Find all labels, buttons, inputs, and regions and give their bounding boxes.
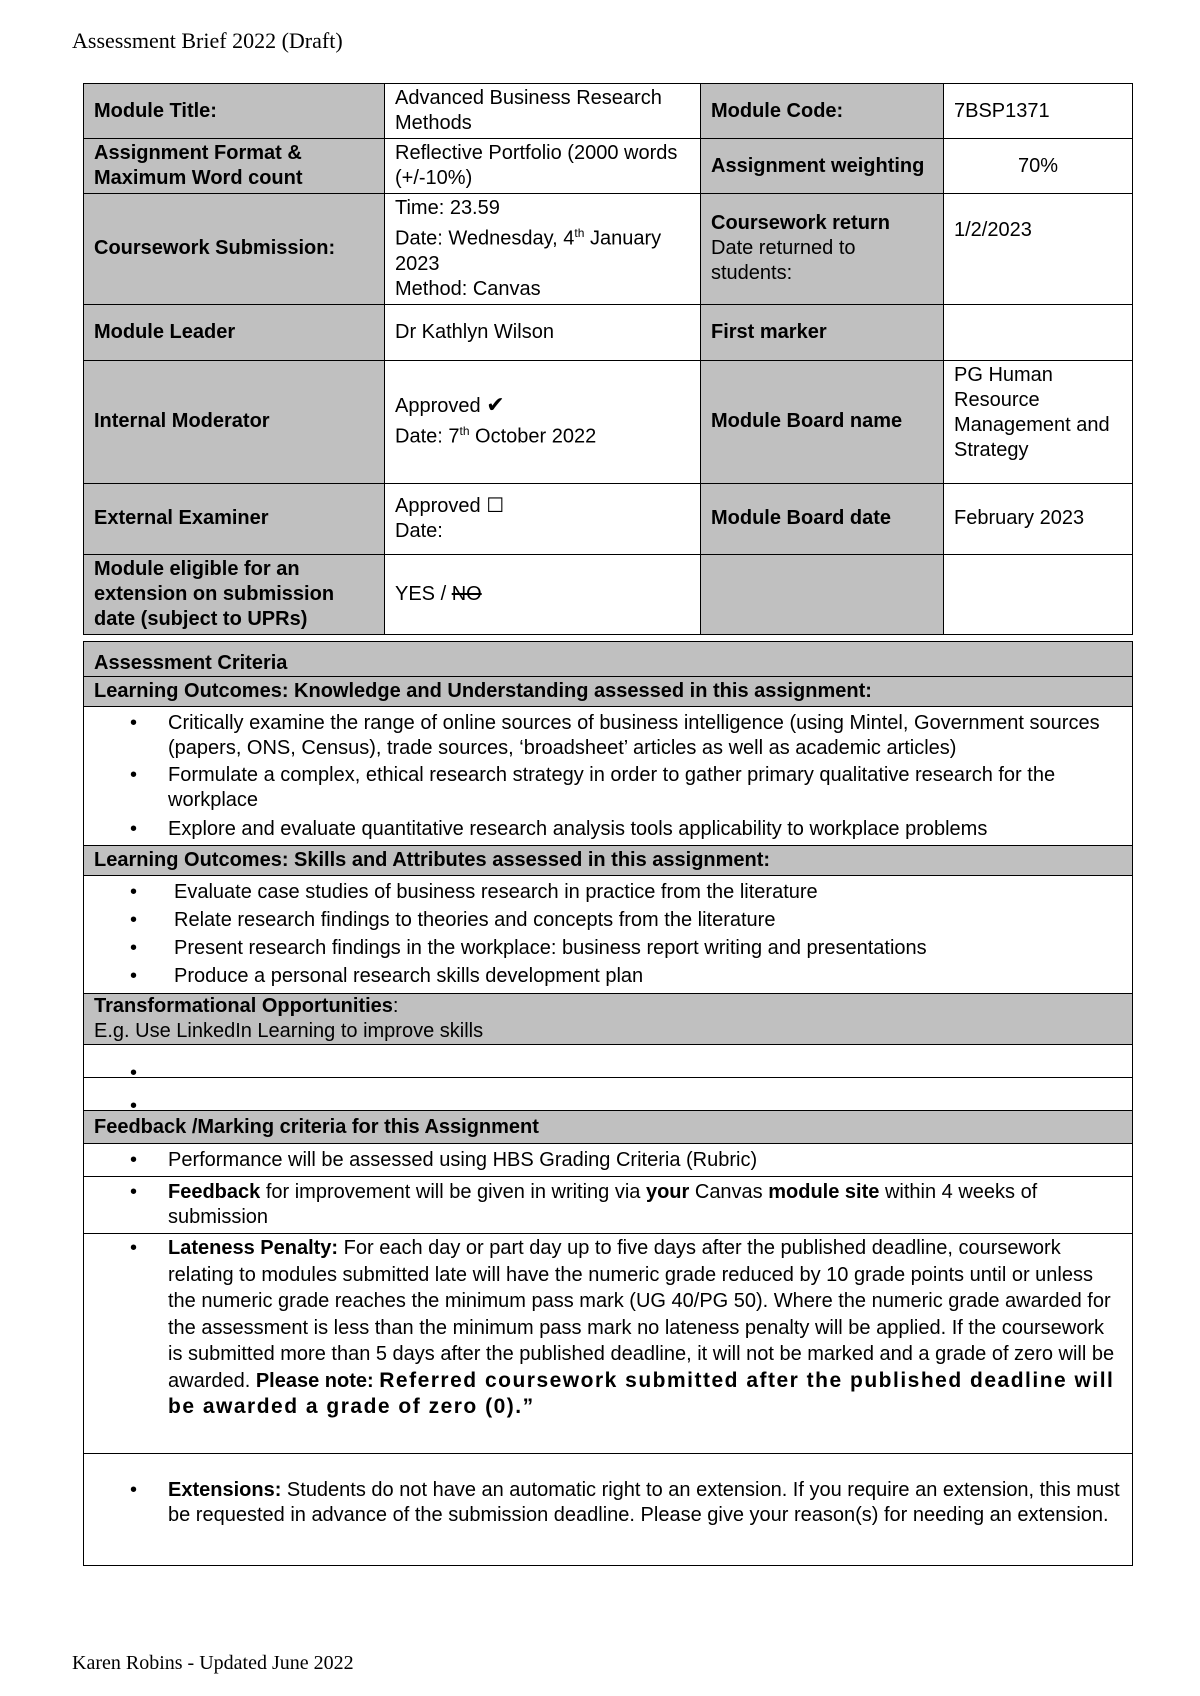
feedback-item-2: • Feedback for improvement will be given in writing via your Canvas module site within 4 weeks of submission	[94, 1180, 1122, 1230]
empty-cell	[944, 554, 1133, 634]
module-info-table	[83, 83, 1133, 635]
board-date-label: Module Board date	[701, 483, 944, 554]
knowledge-list	[94, 711, 1122, 842]
row-examiner	[84, 483, 1133, 554]
row-submission	[84, 194, 1133, 305]
empty-bullet-cell	[84, 1045, 1133, 1078]
list-item: • Formulate a complex, ethical research strategy in order to gather primary qualitative research for the workplace	[94, 763, 1122, 813]
submission-method: Method: Canvas	[395, 277, 541, 300]
row-moderator	[84, 360, 1133, 483]
moderator-label: Internal Moderator	[84, 360, 385, 483]
return-label: Coursework return	[711, 212, 890, 235]
knowledge-heading: Learning Outcomes: Knowledge and Understanding assessed in this assignment:	[84, 677, 1133, 707]
skills-list	[94, 880, 1122, 989]
moderator-details	[385, 360, 701, 483]
checkbox-icon: ☐	[486, 493, 505, 518]
coursework-return-cell	[701, 194, 944, 305]
assessment-criteria-title: Assessment Criteria	[84, 642, 1133, 677]
lateness-penalty: • Lateness Penalty: For each day or part day up to five days after the published deadline, coursework relating to modules submitted late will have the numeric grade reduced by 10 grade points until or unless the numeric grade reaches the minimum pass mark (UG 40/PG 50). Where the numeric grade awarded for the assessment is less than the minimum pass mark no lateness penalty will be applied. If the coursework is submitted more than 5 days after the published deadline, it will not be marked and a grade of zero will be awarded. Please note: Referred coursework submitted after the published deadline will be awarded a grade of zero (0).”	[94, 1235, 1122, 1421]
module-title-label: Module Title:	[84, 84, 385, 139]
transformational-heading: Transformational Opportunities	[94, 995, 393, 1017]
board-date-value: February 2023	[944, 483, 1133, 554]
first-marker-value	[944, 304, 1133, 360]
list-item: • Critically examine the range of online sources of business intelligence (using Mintel, Government sources (papers, ONS, Census), trade sources, ‘broadsheet’ articles as well as academic articles)	[94, 711, 1122, 761]
submission-date: Date: Wednesday, 4th January 2023	[395, 226, 662, 275]
examiner-details	[385, 483, 701, 554]
format-value: Reflective Portfolio (2000 words (+/-10%)	[385, 139, 701, 194]
lateness-label: Lateness Penalty:	[168, 1237, 339, 1259]
assessment-criteria-table	[83, 641, 1133, 1566]
first-marker-label: First marker	[701, 304, 944, 360]
module-title-value: Advanced Business Research Methods	[385, 84, 701, 139]
list-item: • Explore and evaluate quantitative research analysis tools applicability to workplace problems	[94, 817, 1122, 842]
row-module-title	[84, 84, 1133, 139]
feedback-item-1-cell	[84, 1144, 1133, 1177]
extensions-label: Extensions:	[168, 1479, 282, 1501]
check-icon: ✔	[486, 393, 505, 419]
feedback-heading: Feedback /Marking criteria for this Assignment	[84, 1111, 1133, 1144]
moderator-approved: Approved	[395, 395, 481, 418]
skills-heading: Learning Outcomes: Skills and Attributes assessed in this assignment:	[84, 846, 1133, 876]
empty-gray-cell	[701, 554, 944, 634]
empty-bullet-cell	[84, 1078, 1133, 1111]
format-label: Assignment Format & Maximum Word count	[84, 139, 385, 194]
extension-label: Module eligible for an extension on submission date (subject to UPRs)	[84, 554, 385, 634]
leader-label: Module Leader	[84, 304, 385, 360]
page-header: Assessment Brief 2022 (Draft)	[72, 28, 343, 53]
row-leader	[84, 304, 1133, 360]
submission-details	[385, 194, 701, 305]
weighting-value: 70%	[944, 139, 1133, 194]
list-item: • Relate research findings to theories and concepts from the literature	[94, 908, 1122, 933]
feedback-item-2-cell	[84, 1177, 1133, 1234]
submission-label: Coursework Submission:	[84, 194, 385, 305]
extensions-item: • Extensions: Students do not have an automatic right to an extension. If you require an extension, this must be requested in advance of the submission deadline. Please give your reason(s) for needing an extension.	[94, 1478, 1122, 1528]
submission-time: Time: 23.59	[395, 197, 500, 219]
return-value: 1/2/2023	[944, 194, 1133, 305]
leader-value: Dr Kathlyn Wilson	[385, 304, 701, 360]
examiner-date: Date:	[395, 520, 443, 543]
list-item: • Present research findings in the workplace: business report writing and presentations	[94, 936, 1122, 961]
page-footer: Karen Robins - Updated June 2022	[72, 1652, 354, 1674]
return-sublabel: Date returned to students:	[711, 237, 856, 285]
module-code-label: Module Code:	[701, 84, 944, 139]
row-extension	[84, 554, 1133, 634]
board-name-label: Module Board name	[701, 360, 944, 483]
skills-list-cell	[84, 876, 1133, 994]
module-code-value: 7BSP1371	[944, 84, 1133, 139]
list-item: • Evaluate case studies of business research in practice from the literature	[94, 880, 1122, 905]
weighting-label: Assignment weighting	[701, 139, 944, 194]
examiner-label: External Examiner	[84, 483, 385, 554]
knowledge-list-cell	[84, 707, 1133, 846]
lateness-cell	[84, 1234, 1133, 1454]
lateness-note: Referred coursework submitted after the published deadline will be awarded a grade of zero (0).”	[168, 1368, 1115, 1418]
transformational-cell: Transformational Opportunities: E.g. Use LinkedIn Learning to improve skills	[84, 994, 1133, 1045]
feedback-item-1: • Performance will be assessed using HBS Grading Criteria (Rubric)	[94, 1148, 1122, 1173]
examiner-approved: Approved	[395, 495, 481, 518]
row-format	[84, 139, 1133, 194]
extensions-cell	[84, 1454, 1133, 1566]
extension-value: YES / NO	[385, 554, 701, 634]
transformational-example: E.g. Use LinkedIn Learning to improve skills	[94, 1020, 484, 1042]
moderator-date: Date: 7th October 2022	[395, 424, 597, 448]
extension-no: NO	[451, 582, 482, 605]
board-name-value: PG Human Resource Management and Strategy	[944, 360, 1133, 483]
list-item: • Produce a personal research skills development plan	[94, 964, 1122, 989]
